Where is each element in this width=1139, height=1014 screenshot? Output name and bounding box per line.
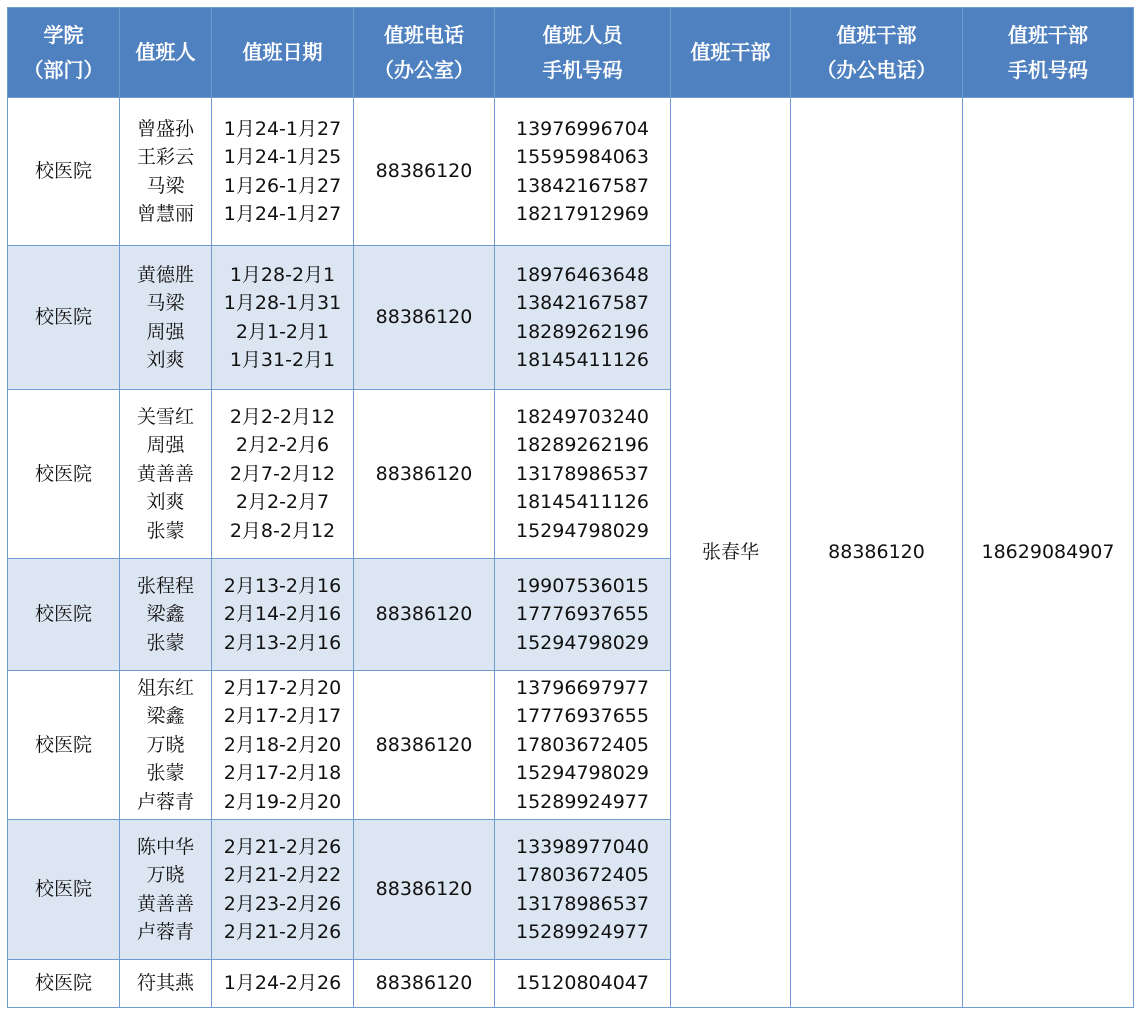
roster-body (8, 98, 1134, 1008)
office-phone-cell: 88386120 (354, 559, 495, 671)
mobiles-cell (495, 246, 671, 390)
dates-cell-line: 2月8-2月12 (229, 519, 336, 542)
names-cell-line: 符其燕 (136, 972, 194, 995)
mobiles-cell-line: 18289262196 (516, 434, 649, 457)
dates-cell (212, 390, 354, 559)
dates-cell-line: 2月23-2月26 (223, 892, 342, 915)
names-cell (120, 559, 212, 671)
office-phone-cell: 88386120 (354, 390, 495, 559)
dates-cell-line: 2月21-2月26 (223, 921, 342, 943)
dates-cell-line: 2月2-2月7 (235, 491, 330, 514)
names-cell-line: 马梁 (146, 292, 185, 314)
dates-cell-line: 2月14-2月16 (223, 603, 342, 626)
cadre-name-cell: 张春华 (671, 98, 791, 1008)
dept-cell: 校医院 (8, 671, 120, 820)
mobiles-cell (495, 98, 671, 246)
office-phone-cell: 88386120 (354, 820, 495, 960)
header-cadre: 值班干部 (671, 8, 791, 98)
dates-cell-line: 2月1-2月1 (235, 320, 330, 343)
mobiles-cell-line: 15289924977 (516, 790, 649, 813)
names-cell (120, 671, 212, 820)
names-cell-line: 黄善善 (136, 462, 194, 485)
mobiles-cell (495, 390, 671, 559)
mobiles-cell-line: 18976463648 (516, 263, 649, 286)
dates-cell-line: 2月13-2月16 (223, 574, 342, 597)
dates-cell (212, 671, 354, 820)
dates-cell-line: 1月26-1月27 (223, 174, 342, 197)
names-cell-line: 关雪红 (136, 405, 194, 428)
mobiles-cell-line: 15289924977 (516, 921, 649, 943)
dates-cell-line: 1月24-1月25 (223, 146, 342, 168)
dept-cell: 校医院 (8, 559, 120, 671)
mobiles-cell-line: 18289262196 (516, 320, 649, 343)
mobiles-cell-line: 18217912969 (516, 203, 649, 225)
names-cell-line: 刘爽 (146, 349, 185, 371)
names-cell-line: 梁鑫 (146, 705, 185, 728)
dates-cell-line: 2月7-2月12 (229, 462, 336, 485)
mobiles-cell-line: 13842167587 (516, 174, 649, 197)
dates-cell-line: 2月19-2月20 (223, 790, 342, 813)
header-date: 值班日期 (212, 8, 354, 98)
cadre-office-phone-cell: 88386120 (791, 98, 963, 1008)
office-phone-cell: 88386120 (354, 98, 495, 246)
dates-cell-line: 2月2-2月12 (229, 405, 336, 428)
dates-cell (212, 246, 354, 390)
names-cell-line: 黄善善 (136, 892, 194, 915)
mobiles-cell-line: 13178986537 (516, 892, 649, 915)
mobiles-cell-line: 15294798029 (516, 762, 649, 785)
mobiles-cell-line: 17803672405 (516, 864, 649, 886)
names-cell-line: 张蒙 (146, 762, 185, 785)
dates-cell-line: 2月17-2月20 (223, 676, 342, 699)
names-cell-line: 卢蓉青 (136, 921, 194, 943)
names-cell-line: 陈中华 (136, 835, 194, 858)
mobiles-cell-line: 18145411126 (516, 491, 649, 514)
header-person: 值班人 (120, 8, 212, 98)
mobiles-cell (495, 820, 671, 960)
mobiles-cell-line: 13178986537 (516, 462, 649, 485)
mobiles-cell-line: 15294798029 (516, 519, 649, 542)
mobiles-cell-line: 13842167587 (516, 292, 649, 314)
names-cell-line: 卢蓉青 (136, 790, 194, 813)
dept-cell: 校医院 (8, 246, 120, 390)
office-phone-cell: 88386120 (354, 246, 495, 390)
mobiles-cell (495, 671, 671, 820)
mobiles-cell (495, 960, 671, 1008)
dates-cell-line: 2月18-2月20 (223, 733, 342, 756)
dates-cell-line: 1月31-2月1 (229, 349, 336, 371)
names-cell-line: 俎东红 (136, 676, 194, 699)
mobiles-cell-line: 19907536015 (516, 574, 649, 597)
dates-cell (212, 98, 354, 246)
names-cell-line: 马梁 (146, 174, 185, 197)
dates-cell (212, 960, 354, 1008)
duty-table (7, 7, 1134, 1008)
dates-cell (212, 559, 354, 671)
names-cell-line: 张蒙 (146, 519, 185, 542)
dept-cell: 校医院 (8, 98, 120, 246)
names-cell-line: 张程程 (136, 574, 194, 597)
header-office-phone: 值班电话 （办公室） (354, 8, 495, 98)
names-cell-line: 王彩云 (136, 146, 194, 168)
mobiles-cell-line: 17803672405 (516, 733, 649, 756)
dates-cell-line: 1月24-1月27 (223, 117, 342, 140)
office-phone-cell: 88386120 (354, 960, 495, 1008)
names-cell-line: 黄德胜 (136, 263, 194, 286)
names-cell (120, 246, 212, 390)
mobiles-cell-line: 18249703240 (516, 405, 649, 428)
dates-cell-line: 1月24-2月26 (223, 972, 342, 995)
dates-cell-line: 2月21-2月22 (223, 864, 342, 886)
dates-cell-line: 2月2-2月6 (235, 434, 330, 457)
mobiles-cell-line: 13398977040 (516, 835, 649, 858)
dates-cell-line: 1月28-1月31 (223, 292, 342, 314)
dates-cell-line: 2月21-2月26 (223, 835, 342, 858)
names-cell-line: 周强 (146, 320, 185, 343)
cadre-mobile-cell: 18629084907 (963, 98, 1134, 1008)
names-cell-line: 梁鑫 (146, 603, 185, 626)
names-cell-line: 刘爽 (146, 491, 185, 514)
mobiles-cell-line: 15595984063 (516, 146, 649, 168)
mobiles-cell-line: 18145411126 (516, 349, 649, 371)
names-cell-line: 周强 (146, 434, 185, 457)
header-cadre-office-phone: 值班干部 （办公电话） (791, 8, 963, 98)
dept-cell: 校医院 (8, 960, 120, 1008)
dates-cell-line: 2月13-2月16 (223, 631, 342, 654)
names-cell (120, 820, 212, 960)
mobiles-cell-line: 17776937655 (516, 603, 649, 626)
office-phone-cell: 88386120 (354, 671, 495, 820)
names-cell-line: 曾盛孙 (136, 117, 194, 140)
header-dept: 学院 （部门） (8, 8, 120, 98)
dept-cell: 校医院 (8, 820, 120, 960)
dates-cell (212, 820, 354, 960)
names-cell (120, 390, 212, 559)
mobiles-cell-line: 17776937655 (516, 705, 649, 728)
dates-cell-line: 2月17-2月17 (223, 705, 342, 728)
names-cell-line: 万晓 (146, 733, 185, 756)
duty-roster (7, 7, 1134, 1008)
mobiles-cell (495, 559, 671, 671)
names-cell (120, 960, 212, 1008)
names-cell-line: 曾慧丽 (136, 203, 194, 225)
mobiles-cell-line: 15120804047 (516, 972, 649, 995)
mobiles-cell-line: 13976996704 (516, 117, 649, 140)
names-cell-line: 万晓 (146, 864, 185, 886)
names-cell (120, 98, 212, 246)
header-row (8, 8, 1134, 98)
dates-cell-line: 2月17-2月18 (223, 762, 342, 785)
mobiles-cell-line: 13796697977 (516, 676, 649, 699)
header-mobile: 值班人员 手机号码 (495, 8, 671, 98)
dept-cell: 校医院 (8, 390, 120, 559)
dates-cell-line: 1月28-2月1 (229, 263, 336, 286)
names-cell-line: 张蒙 (146, 631, 185, 654)
table-row (8, 98, 1134, 246)
dates-cell-line: 1月24-1月27 (223, 203, 342, 225)
mobiles-cell-line: 15294798029 (516, 631, 649, 654)
header-cadre-mobile: 值班干部 手机号码 (963, 8, 1134, 98)
